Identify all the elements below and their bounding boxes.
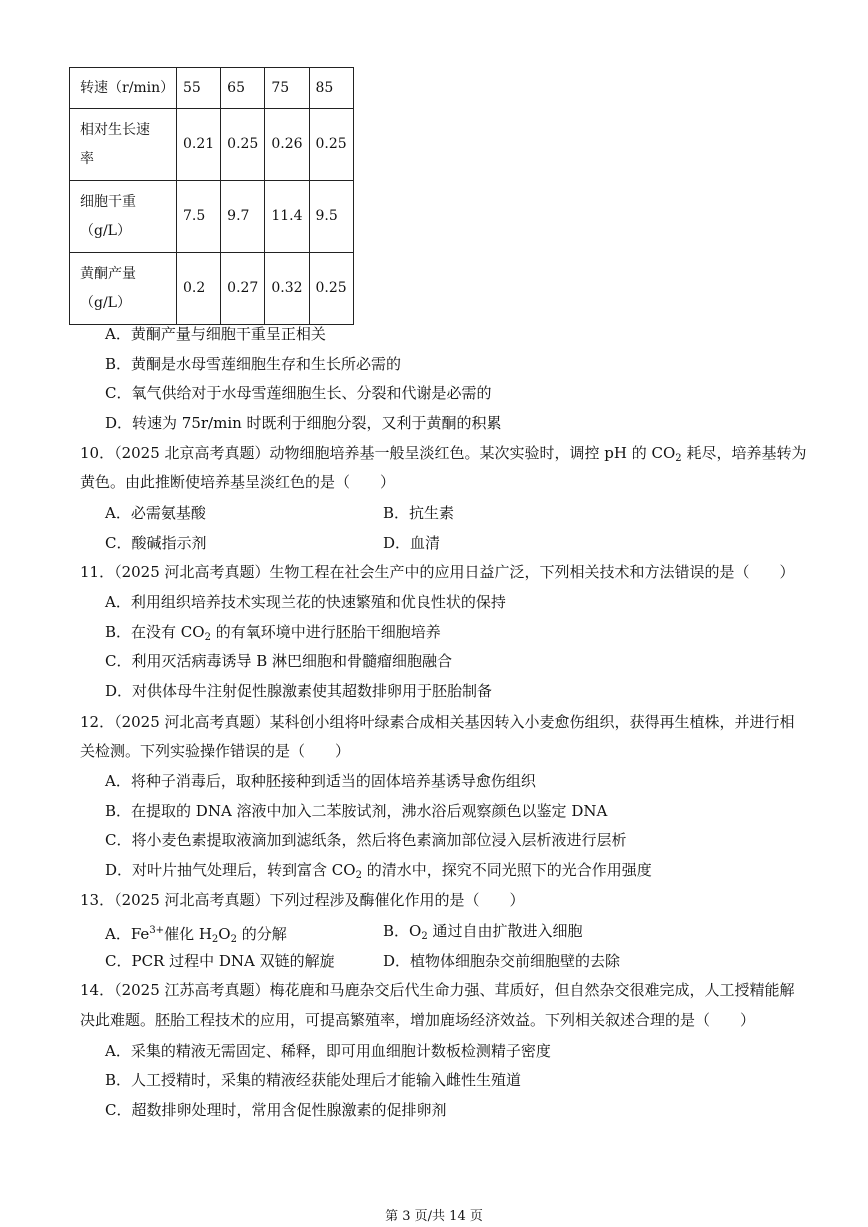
subscript: 2 [355,870,362,881]
q11-option-b [105,621,441,649]
q11-option-a: A．利用组织培养技术实现兰花的快速繁殖和优良性状的保持 [105,593,506,611]
table-header-row [70,68,354,109]
subscript: 2 [204,632,211,643]
q9-option-c: C．氧气供给对于水母雪莲细胞生长、分裂和代谢是必需的 [105,384,492,402]
q13-option-b [383,920,582,948]
q12-stem-line: 12．（2025 河北高考真题）某科创小组将叶绿素合成相关基因转入小麦愈伤组织，获得再生植株，并进行相 [80,713,795,731]
text-run: B．在没有 CO [105,623,205,641]
q11-option-c: C．利用灭活病毒诱导 B 淋巴细胞和骨髓瘤细胞融合 [105,652,453,670]
table-row [70,181,354,253]
table-cell: 11.4 [265,181,309,253]
q12-option-c: C．将小麦色素提取液滴加到滤纸条，然后将色素滴加部位浸入层析液进行层析 [105,831,627,849]
q13-option-a [105,920,287,951]
row-label-line: （g/L） [80,222,131,239]
table-row [70,253,354,325]
q9-option-b: B．黄酮是水母雪莲细胞生存和生长所必需的 [105,355,402,373]
text-run: 10．（2025 北京高考真题）动物细胞培养基一般呈淡红色。某次实验时，调控 pH 的 CO [80,444,676,462]
table-header-label: 转速（r/min） [70,68,177,109]
q12-stem-line: 关检测。下列实验操作错误的是（ ） [80,742,351,760]
table-cell: 0.25 [309,109,353,181]
q10-stem-line: 黄色。由此推断使培养基呈淡红色的是（ ） [80,473,396,491]
table-cell: 0.2 [177,253,221,325]
q10-option-a: A．必需氨基酸 [105,504,206,522]
row-label-line: 率 [80,150,94,167]
table-cell: 0.32 [265,253,309,325]
q12-option-a: A．将种子消毒后，取种胚接种到适当的固体培养基诱导愈伤组织 [105,772,536,790]
q10-option-c: C．酸碱指示剂 [105,534,207,552]
text-run: 的分解 [236,925,287,943]
subscript: 2 [675,453,682,464]
table-cell: 0.26 [265,109,309,181]
q13-option-d: D．植物体细胞杂交前细胞壁的去除 [383,952,621,970]
q11-option-d: D．对供体母牛注射促性腺激素使其超数排卵用于胚胎制备 [105,682,493,700]
q14-option-b: B．人工授精时，采集的精液经获能处理后才能输入雌性生殖道 [105,1071,522,1089]
table-cell: 9.7 [221,181,265,253]
q12-option-b: B．在提取的 DNA 溶液中加入二苯胺试剂，沸水浴后观察颜色以鉴定 DNA [105,802,608,820]
table-cell: 7.5 [177,181,221,253]
table-col-header: 75 [265,68,309,109]
row-label-line: 细胞干重 [80,193,136,210]
text-run: O [218,925,231,943]
row-label-line: 相对生长速 [80,121,150,138]
q10-option-b: B．抗生素 [383,504,455,522]
q13-option-c: C．PCR 过程中 DNA 双链的解旋 [105,952,335,970]
table-cell: 9.5 [309,181,353,253]
superscript: 3+ [149,925,165,936]
text-run: 耗尽，培养基转为 [681,444,807,462]
table-cell: 0.25 [309,253,353,325]
row-label [70,181,177,253]
text-run: D．对叶片抽气处理后，转到富含 CO [105,861,356,879]
table-cell: 0.25 [221,109,265,181]
row-label-line: 黄酮产量 [80,265,136,282]
text-run: B．O [383,922,422,940]
table-row [70,109,354,181]
subscript: 2 [211,934,219,945]
q10-option-d: D．血清 [383,534,441,552]
text-run: 催化 H [164,925,212,943]
q14-stem-line: 决此难题。胚胎工程技术的应用，可提高繁殖率，增加鹿场经济效益。下列相关叙述合理的是（ ） [80,1011,756,1029]
q13-stem: 13．（2025 河北高考真题）下列过程涉及酶催化作用的是（ ） [80,891,525,909]
subscript: 2 [230,934,237,945]
text-run: 通过自由扩散进入细胞 [427,922,583,940]
table-col-header: 85 [309,68,353,109]
q14-option-c: C．超数排卵处理时，常用含促性腺激素的促排卵剂 [105,1101,447,1119]
table-col-header: 55 [177,68,221,109]
table-cell: 0.27 [221,253,265,325]
table-col-header: 65 [221,68,265,109]
text-run: A．Fe [105,925,150,943]
q9-option-d: D．转速为 75r/min 时既利于细胞分裂，又利于黄酮的积累 [105,414,502,432]
q14-option-a: A．采集的精液无需固定、稀释，即可用血细胞计数板检测精子密度 [105,1042,551,1060]
q9-option-a: A．黄酮产量与细胞干重呈正相关 [105,325,326,343]
data-table [69,67,354,325]
row-label [70,109,177,181]
q12-option-d [105,859,652,887]
text-run: 的清水中，探究不同光照下的光合作用强度 [361,861,652,879]
subscript: 2 [421,931,428,942]
page-footer: 第 3 页/共 14 页 [385,1209,483,1224]
text-run: 的有氧环境中进行胚胎干细胞培养 [210,623,441,641]
row-label [70,253,177,325]
table-cell: 0.21 [177,109,221,181]
q11-stem: 11．（2025 河北高考真题）生物工程在社会生产中的应用日益广泛，下列相关技术和方法错误的是（ ） [80,563,795,581]
q14-stem-line: 14．（2025 江苏高考真题）梅花鹿和马鹿杂交后代生命力强、茸质好，但自然杂交很难完成，人工授精能解 [80,981,795,999]
q10-stem-line [80,442,806,470]
row-label-line: （g/L） [80,294,131,311]
